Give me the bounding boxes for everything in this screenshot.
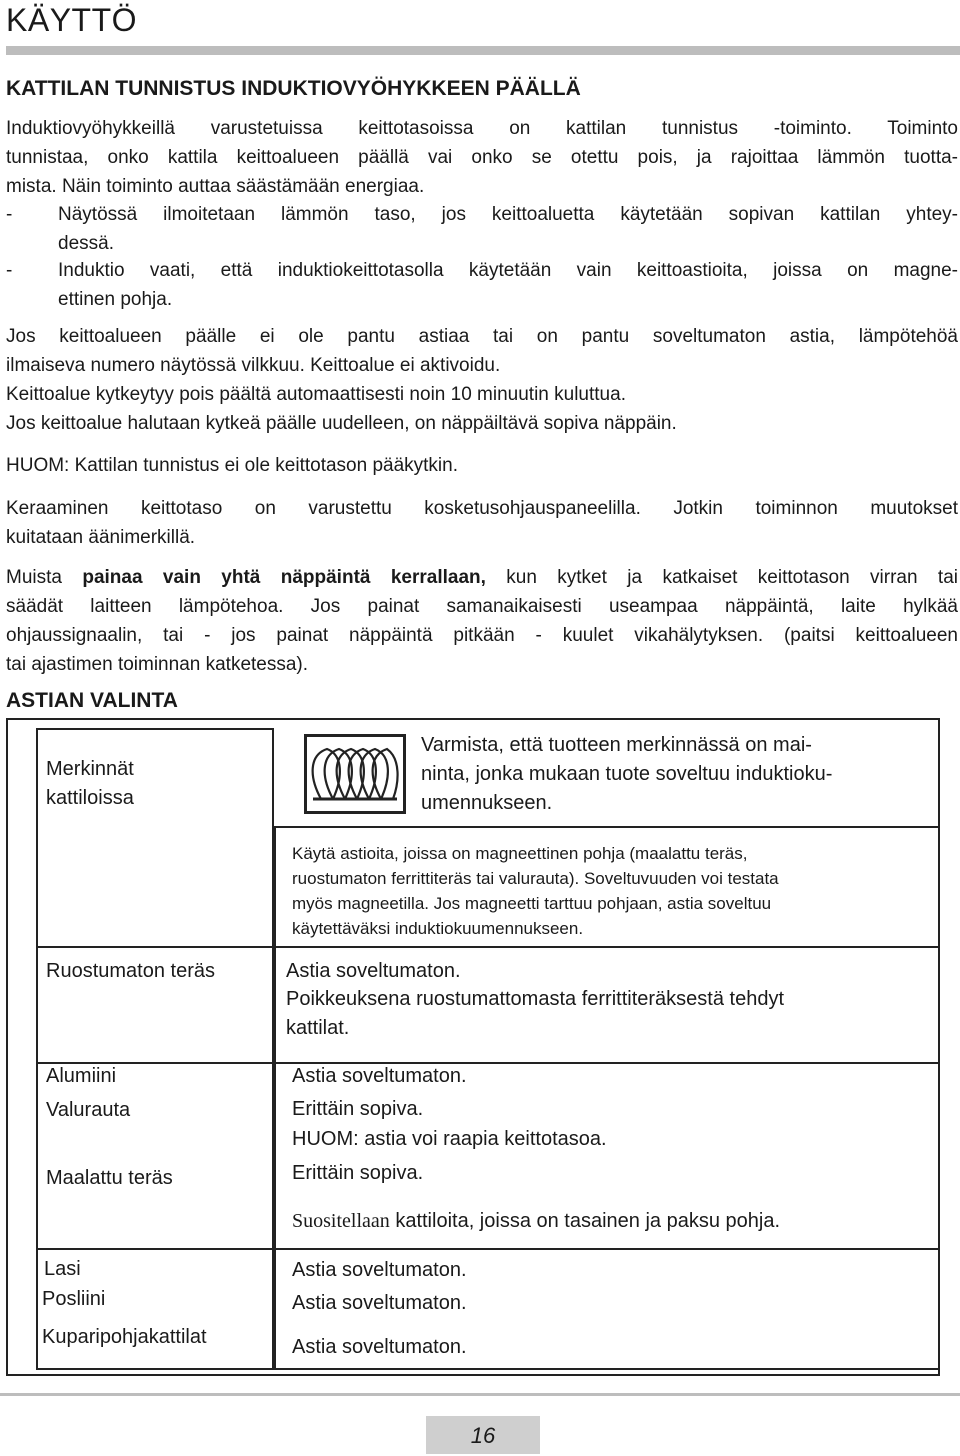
bullet-line: Näytössä ilmoitetaan lämmön taso, jos keittoaluetta käytetään sopivan kattilan yhtey- (58, 204, 958, 225)
paragraph-line: Keittoalue kytkeytyy pois päältä automaattisesti noin 10 minuutin kuluttua. (6, 384, 626, 405)
cell-line: Astia soveltumaton. (286, 960, 461, 982)
text-bold-emphasis: painaa vain yhtä näppäintä kerrallaan, (82, 567, 486, 588)
cell-line: Käytä astioita, joissa on magneettinen pohja (maalattu teräs, (292, 844, 748, 863)
cell-line: myös magneetilla. Jos magneetti tarttuu pohjaan, astia soveltuu (292, 894, 772, 913)
cell-label-marks (36, 728, 274, 948)
text-lead: Muista (6, 567, 83, 588)
label-line: Posliini (42, 1288, 106, 1310)
cell-line: HUOM: astia voi raapia keittotasoa. (292, 1128, 607, 1150)
text-rest: kun kytket ja katkaiset keittotason virran tai (485, 567, 958, 588)
cell-label-steel (36, 946, 274, 1064)
bullet-line: Induktio vaati, että induktiokeittotasolla käytetään vain keittoastioita, joissa on magne- (58, 260, 958, 281)
recommend-line (292, 1207, 780, 1236)
section-heading-pan-detection: KATTILAN TUNNISTUS INDUKTIOVYÖHYKKEEN PÄÄLLÄ (6, 77, 581, 100)
label-line: Valurauta (46, 1099, 131, 1121)
paragraph-one-key (6, 563, 958, 679)
note-text: HUOM: Kattilan tunnistus ei ole keittotason pääkytkin. (6, 455, 459, 476)
section-heading-cookware: ASTIAN VALINTA (6, 689, 178, 712)
cell-label-group2 (36, 1248, 274, 1370)
intro-paragraph (6, 114, 958, 201)
bullet-item (6, 200, 958, 258)
paragraph-line: Keraaminen keittotaso on varustettu kosketusohjauspaneelilla. Jotkin toiminnon muutokset (6, 498, 958, 519)
cell-line: Astia soveltumaton. (292, 1336, 467, 1358)
bullet-line: dessä. (58, 233, 114, 254)
paragraph-line: säädät laitteen lämpötehoa. Jos painat samanaikaisesti useampaa näppäintä, laite hylkää (6, 596, 958, 617)
paragraph-touch-panel (6, 494, 958, 552)
cell-group2-text (274, 1248, 940, 1370)
cell-label-group1 (36, 1062, 274, 1250)
recommend-prefix: Suositellaan (292, 1210, 390, 1232)
cell-line: Astia soveltumaton. (292, 1292, 467, 1314)
bullet-item (6, 256, 958, 314)
page-number: 16 (426, 1416, 540, 1454)
bullet-dash: - (6, 204, 13, 225)
induction-coil-icon (304, 734, 406, 814)
paragraph-line: ilmaiseva numero näytössä vilkkuu. Keittoalue ei aktivoidu. (6, 355, 501, 376)
bullet-dash: - (6, 260, 13, 281)
cell-group1-text (274, 1062, 940, 1250)
paragraph-no-pan (6, 322, 958, 438)
cell-line: Astia soveltumaton. (292, 1065, 467, 1087)
header-rule (6, 46, 960, 55)
recommend-rest: kattiloita, joissa on tasainen ja paksu pohja. (389, 1210, 781, 1232)
footer-rule (0, 1393, 960, 1396)
intro-line: Induktiovyöhykkeillä varustetuissa keittotasoissa on kattilan tunnistus -toiminto. Toiminto (6, 118, 958, 139)
label-line: kattiloissa (46, 787, 134, 809)
intro-line: mista. Näin toiminto auttaa säästämään energiaa. (6, 176, 425, 197)
paragraph-line: kuitataan äänimerkillä. (6, 527, 196, 548)
cell-line: Erittäin sopiva. (292, 1162, 424, 1184)
label-line: Alumiini (46, 1065, 117, 1087)
cell-line: Erittäin sopiva. (292, 1098, 424, 1120)
cell-line: ruostumaton ferrittiteräs tai valurauta). Soveltuvuuden voi testata (292, 869, 779, 888)
paragraph-line (6, 563, 958, 592)
intro-line: tunnistaa, onko kattila keittoalueen päällä vai onko se otettu pois, ja rajoittaa lämmön tuotta- (6, 147, 958, 168)
bullet-line: ettinen pohja. (58, 289, 173, 310)
cell-line: Astia soveltumaton. (292, 1259, 467, 1281)
cell-steel-text (274, 946, 940, 1064)
cell-line: umennukseen. (421, 792, 553, 814)
cell-line: Poikkeuksena ruostumattomasta ferrittiteräksestä tehdyt (286, 988, 785, 1010)
cell-magnet-text (274, 826, 940, 948)
mark-text (421, 731, 832, 818)
cell-line: Varmista, että tuotteen merkinnässä on mai- (421, 734, 812, 756)
cell-line: ninta, jonka mukaan tuote soveltuu induktioku- (421, 763, 833, 785)
paragraph-line: ohjaussignaalin, tai - jos painat näppäintä pitkään - kuulet vikahälytyksen. (paitsi keittoalueen (6, 625, 958, 646)
label-line: Kuparipohjakattilat (42, 1326, 207, 1348)
label-line: Ruostumaton teräs (46, 960, 215, 982)
cell-line: käytettäväksi induktiokuumennukseen. (292, 919, 584, 938)
label-line: Merkinnät (46, 758, 134, 780)
label-line: Lasi (44, 1258, 81, 1280)
label-line: Maalattu teräs (46, 1167, 173, 1189)
cell-line: kattilat. (286, 1017, 350, 1039)
page-title: KÄYTTÖ (6, 2, 138, 38)
paragraph-line: Jos keittoalueen päälle ei ole pantu astiaa tai on pantu soveltumaton astia, lämpötehöä (6, 326, 958, 347)
paragraph-line: Jos keittoalue halutaan kytkeä päälle uudelleen, on näppäiltävä sopiva näppäin. (6, 413, 677, 434)
paragraph-line: tai ajastimen toiminnan katketessa). (6, 654, 309, 675)
